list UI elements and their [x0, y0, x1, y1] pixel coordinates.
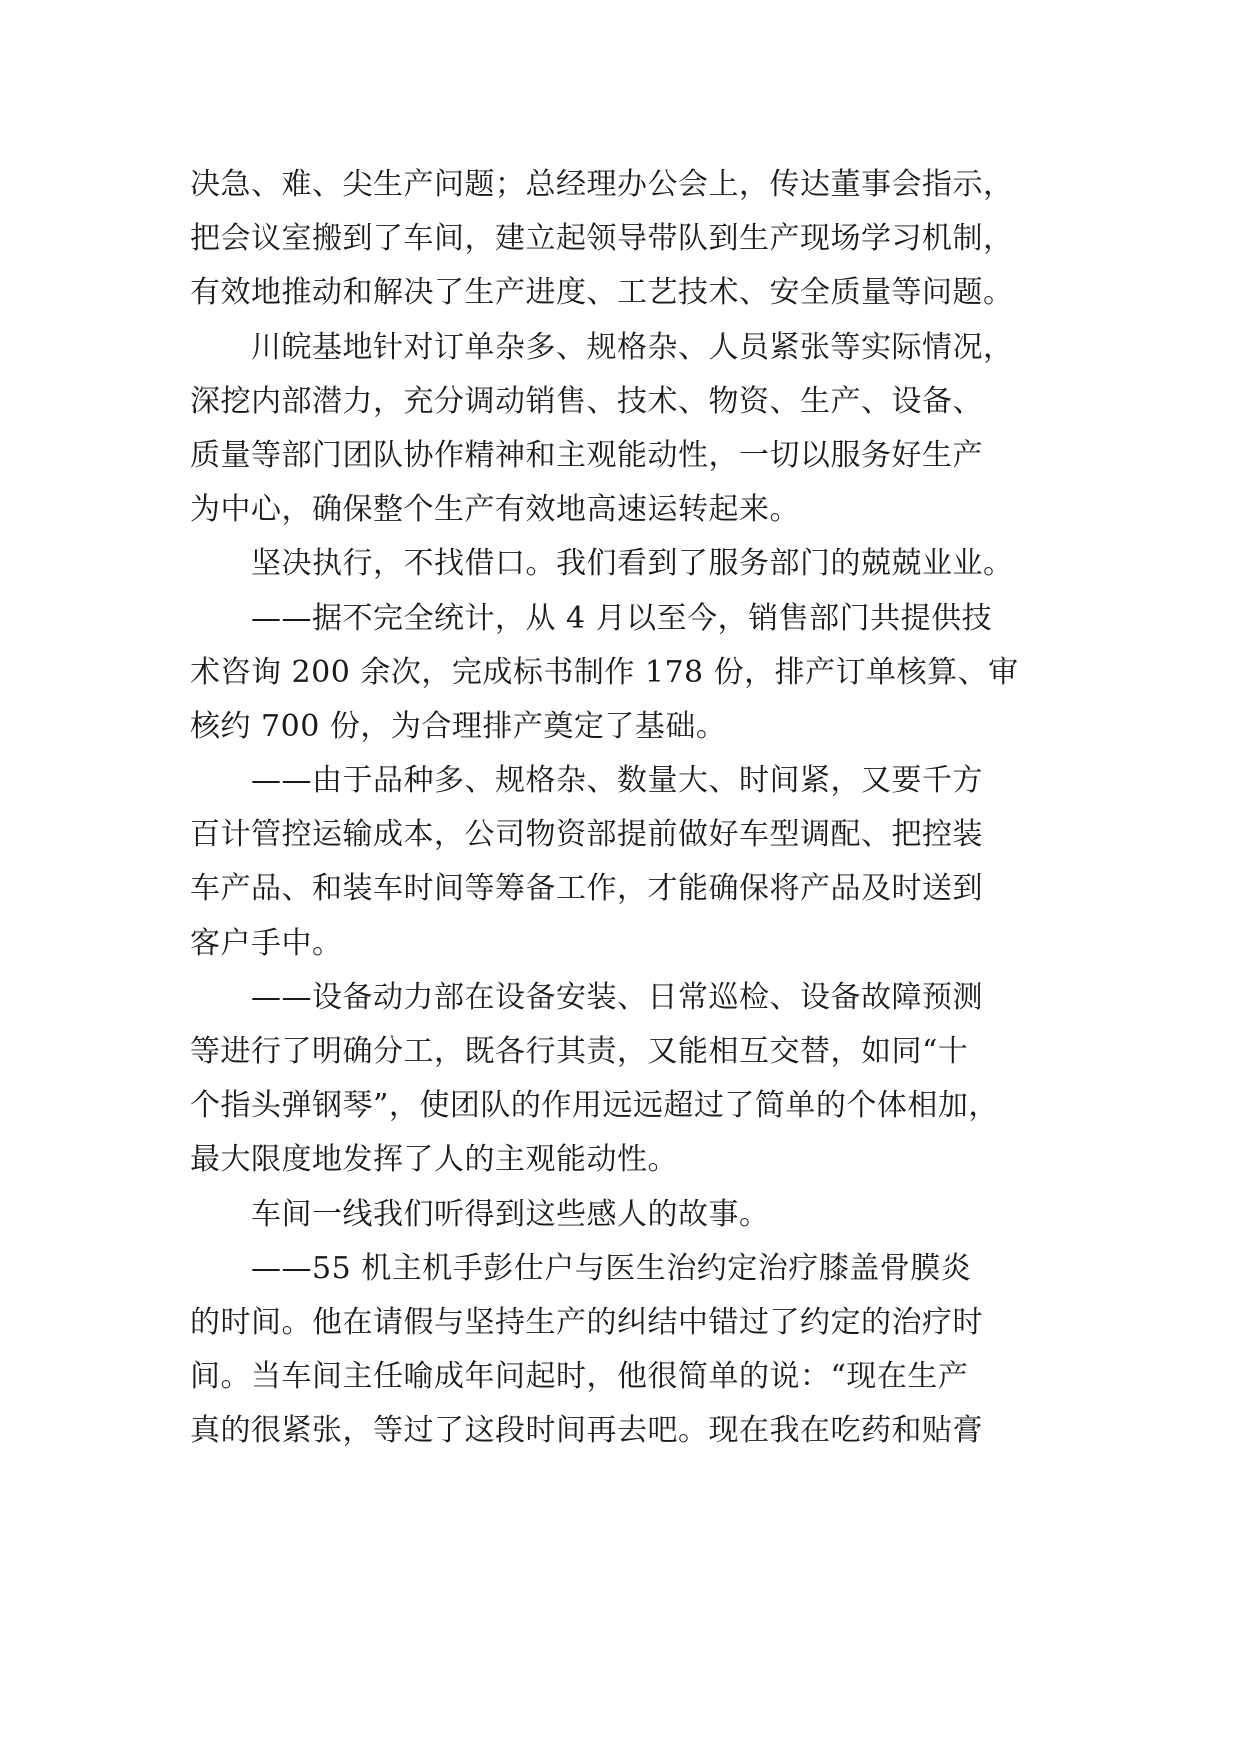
text-line: ——设备动力部在设备安装、日常巡检、设备故障预测 [190, 979, 983, 1015]
text-line: 决急、难、尖生产问题；总经理办公会上，传达董事会指示， [190, 167, 1014, 202]
text-line: 为中心，确保整个生产有效地高速运转起来。 [190, 492, 800, 528]
text-line: 坚决执行，不找借口。我们看到了服务部门的兢兢业业。 [190, 546, 1014, 582]
text-line: 客户手中。 [190, 925, 343, 961]
text-line: 车间一线我们听得到这些感人的故事。 [190, 1196, 770, 1232]
text-line: 个指头弹钢琴”，使团队的作用远远超过了简单的个体相加， [190, 1088, 999, 1124]
body-text [190, 158, 1070, 1459]
text-line: 最大限度地发挥了人的主观能动性。 [190, 1142, 678, 1178]
text-line: ——由于品种多、规格杂、数量大、时间紧，又要千方 [190, 763, 983, 799]
text-line: 的时间。他在请假与坚持生产的纠结中错过了约定的治疗时 [190, 1304, 983, 1340]
text-line: 质量等部门团队协作精神和主观能动性，一切以服务好生产 [190, 437, 983, 473]
text-line: 川皖基地针对订单杂多、规格杂、人员紧张等实际情况， [190, 329, 1014, 365]
text-line: 百计管控运输成本，公司物资部提前做好车型调配、把控装 [190, 817, 983, 853]
text-line: 真的很紧张，等过了这段时间再去吧。现在我在吃药和贴膏 [190, 1413, 983, 1449]
text-line: 间。当车间主任喻成年问起时，他很简单的说：“现在生产 [190, 1359, 969, 1395]
text-line: 车产品、和装车时间等筹备工作，才能确保将产品及时送到 [190, 871, 983, 907]
text-line: 术咨询 200 余次，完成标书制作 178 份，排产订单核算、审 [190, 654, 1019, 690]
text-line: 有效地推动和解决了生产进度、工艺技术、安全质量等问题。 [190, 275, 1014, 311]
text-line: ——55 机主机手彭仕户与医生治约定治疗膝盖骨膜炎 [190, 1250, 972, 1286]
text-line: 把会议室搬到了车间，建立起领导带队到生产现场学习机制， [190, 221, 1014, 257]
text-line: 核约 700 份，为合理排产奠定了基础。 [190, 708, 727, 744]
text-line: 等进行了明确分工，既各行其责，又能相互交替，如同“十 [190, 1034, 969, 1069]
text-line: 深挖内部潜力，充分调动销售、技术、物资、生产、设备、 [190, 383, 983, 419]
text-line: ——据不完全统计，从 4 月以至今，销售部门共提供技 [190, 600, 993, 636]
